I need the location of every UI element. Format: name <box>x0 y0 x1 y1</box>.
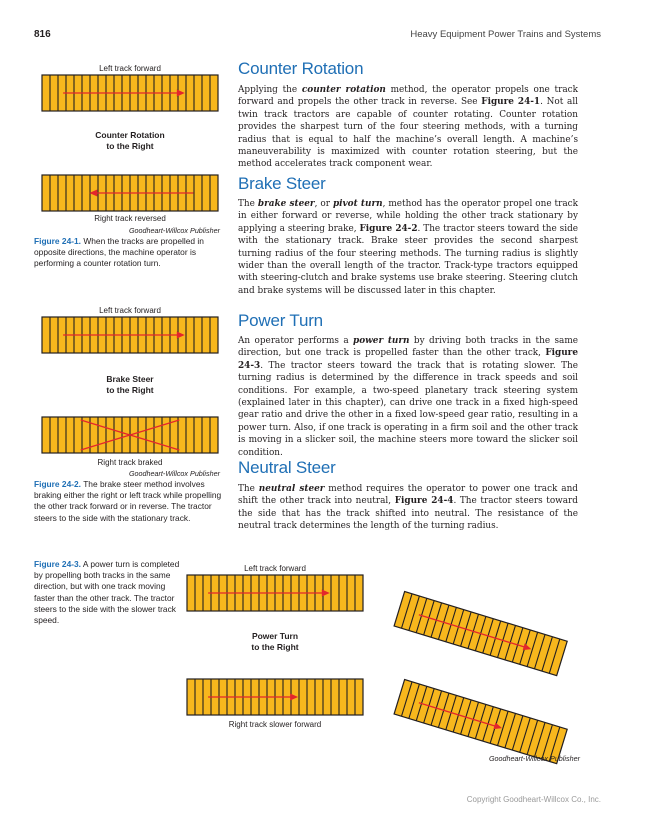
fig3-center-label-line2: to the Right <box>251 642 299 652</box>
fig1-caption-text: When the tracks are propelled in opposite directions, the machine operator is performing a counter rotation turn. <box>34 236 204 269</box>
para-counter-rotation <box>238 84 578 171</box>
fig3-center-label <box>185 631 365 653</box>
fig2-top-label: Left track forward <box>99 306 161 315</box>
text: . The tractor steers toward the side with the stationary track. Brake steer provides the second sharpest turning radius of the four steering methods. The turning radius is slightly wider than the overall length of the tractor. Track-type tractors equipped with steering-clutch and brake systems use brake steering. Steering clutch and brake systems will be discussed later in this chapter. <box>238 223 578 296</box>
heading-neutral-steer: Neutral Steer <box>238 458 336 477</box>
fig1-center-label <box>40 130 220 152</box>
fig1-right-track <box>40 174 220 212</box>
heading-counter-rotation: Counter Rotation <box>238 59 364 78</box>
fig2-caption-text: The brake steer method involves braking either the right or left track while propelling the other track forward or in reverse. The tractor steers to the side with the stationary track. <box>34 479 222 523</box>
fig1-credit: Goodheart-Willcox Publisher <box>128 226 220 235</box>
heading-power-turn: Power Turn <box>238 311 323 330</box>
figure-ref: Figure 24-1 <box>481 97 541 108</box>
text: , or <box>314 199 333 209</box>
running-title: Heavy Equipment Power Trains and Systems <box>410 29 601 40</box>
fig1-top-label: Left track forward <box>99 64 161 73</box>
text: by driving both tracks in the same direction, but one track is propelled faster than the other track, <box>238 336 578 359</box>
fig3-bottom-label: Right track slower forward <box>228 720 322 729</box>
figure-ref: Figure 24-4 <box>394 496 454 507</box>
para-brake-steer <box>238 198 578 297</box>
fig2-center-label-line2: to the Right <box>106 385 154 395</box>
fig3-left-track <box>185 574 365 612</box>
fig3-caption-number: Figure 24-3. <box>34 559 82 569</box>
fig3-caption-text: A power turn is completed by propelling both tracks in the same direction, but with one track moving faster than the other track. The tractor steers to the side with the slower track speed. <box>34 559 180 626</box>
fig1-left-track <box>40 74 220 112</box>
key-term: neutral steer <box>258 484 325 494</box>
heading-brake-steer: Brake Steer <box>238 174 326 193</box>
fig1-caption <box>34 236 224 270</box>
fig3-credit: Goodheart-Willcox Publisher <box>488 754 580 763</box>
fig2-caption-number: Figure 24-2. <box>34 479 82 489</box>
copyright-footer: Copyright Goodheart-Willcox Co., Inc. <box>466 795 601 804</box>
figure-ref: Figure 24-2 <box>359 223 418 234</box>
text: method, the operator propels one track forward and propels the other track in reverse. See <box>238 85 578 108</box>
fig1-center-label-line1: Counter Rotation <box>95 130 165 140</box>
fig2-right-track <box>40 416 220 456</box>
fig2-center-label <box>40 374 220 396</box>
fig3-right-track <box>185 678 365 716</box>
fig1-bottom-label: Right track reversed <box>94 214 166 223</box>
text: . Not all twin track tractors are capable of counter rotating. Counter rotation provides the sharpest turn of the four steering methods, with a turning radius that is equal to half the machine’s overall length. A machine’s maneuverability is maximized with counter rotation steering, but the method accelerates track component wear. <box>238 97 579 170</box>
text: The <box>238 484 259 494</box>
fig2-center-label-line1: Brake Steer <box>106 374 154 384</box>
fig3-caption <box>34 559 184 626</box>
fig3-top-label: Left track forward <box>244 564 306 573</box>
fig2-caption <box>34 479 224 524</box>
figure-ref: Figure 24-3 <box>238 348 578 371</box>
fig1-center-label-line2: to the Right <box>106 141 154 151</box>
fig1-caption-number: Figure 24-1. <box>34 236 82 246</box>
page-number: 816 <box>34 29 51 40</box>
text: Applying the <box>238 85 302 95</box>
text: . The tractor steers toward the track that is rotating slower. The turning radius is determined by the difference in track speeds and soil conditions. For example, a two-speed planetary track steering system (explained later in this chapter), can drive one track in a fixed high-speed gear ratio and drive the other in a fixed low-speed gear ratio, resulting in a power turn. Also, if one track is operating in a firm soil and the other track is moving in a slicker soil, the machine steers more toward the slicker soil condition. <box>238 360 578 458</box>
fig2-left-track <box>40 316 220 354</box>
para-neutral-steer <box>238 483 578 533</box>
key-term: power turn <box>353 336 410 346</box>
text: The <box>238 199 258 209</box>
fig2-bottom-label: Right track braked <box>97 458 163 467</box>
fig3-center-label-line1: Power Turn <box>251 631 299 641</box>
text: An operator performs a <box>238 336 354 346</box>
text: method requires the operator to power one track and shift the other track into neutral, <box>238 484 578 507</box>
key-term: brake steer <box>257 199 315 209</box>
key-term: counter rotation <box>301 85 386 95</box>
fig2-credit: Goodheart-Willcox Publisher <box>128 469 220 478</box>
key-term: pivot turn <box>332 199 383 209</box>
text: , method has the operator propel one track in either forward or reverse, while holding the other track stationary by applying a steering brake, <box>238 199 578 234</box>
text: . The tractor steers toward the side that has the track shifted into neutral. The resistance of the neutral track determines the length of the turning radius. <box>238 496 578 532</box>
fig3-turning-tracks <box>395 560 595 750</box>
para-power-turn <box>238 335 578 459</box>
